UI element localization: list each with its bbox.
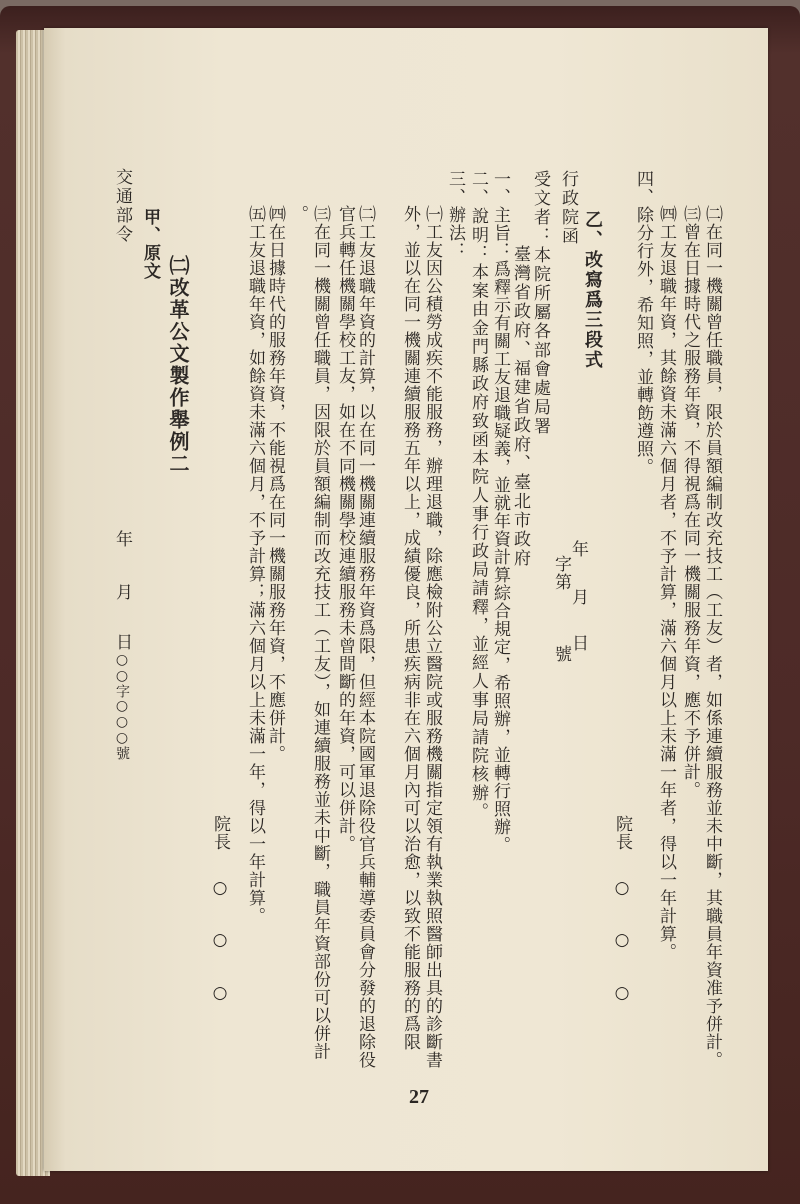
original-line: ㈡在同一機關曾任職員，限於員額編制改充技工（工友）者，如係連續服務並未中斷，其職員年資准予併計。: [702, 205, 722, 1069]
page-number: 27: [409, 1086, 429, 1108]
date-year-label: 年: [568, 540, 588, 558]
measures-line: 。: [288, 205, 308, 223]
measures-line: ㈤工友退職年資，如餘資未滿六個月，不予計算；滿六個月以上未滿一年，得以一年計算。: [245, 205, 265, 925]
signer-name-mark: ○: [612, 878, 632, 899]
original-line: ㈢曾在日據時代之服務年資，不得視爲在同一機關服務年資，應不予併計。: [680, 205, 700, 799]
example2-heading: ㈡改革公文製作舉例二: [166, 255, 190, 475]
date-day-label: 日: [568, 634, 588, 652]
signer-name-mark: ○: [210, 930, 230, 951]
signer-title: 院長: [612, 815, 632, 851]
signer-name-mark: ○: [210, 878, 230, 899]
date-year-label: 年: [112, 530, 132, 548]
measures-line: 官兵轉任機關學校工友，如在不同機關學校連續服務未曾間斷的年資，可以併計。: [335, 205, 355, 853]
signer-title: 院長: [210, 815, 230, 851]
document-type: 行政院函: [558, 170, 578, 246]
signer-name-mark: ○: [210, 983, 230, 1004]
example2-subheading: 甲、原文: [140, 208, 160, 280]
rewrite-heading: 乙、改寫爲三段式: [582, 210, 603, 370]
doc-number-prefix: 字第: [551, 555, 571, 591]
explanation-line: 二、說明：本案由金門縣政府致函本院人事行政局請釋，並經人事局請院核辦。: [468, 170, 488, 821]
recipient-primary: 本院所屬各部會處局署: [530, 246, 550, 436]
date-month-label: 月: [568, 588, 588, 606]
original-line: ㈣工友退職年資，其餘資未滿六個月者，不予計算，滿六個月以上未滿一年者，得以一年計算。: [656, 205, 676, 961]
measures-line: ㈡工友退職年資的計算，以在同一機關連續服務年資爲限，但經本院國軍退除役官兵輔導委員會分發的退除役: [355, 205, 375, 1069]
signer-name-mark: ○: [612, 983, 632, 1004]
recipient-line: [530, 170, 550, 436]
recipient-label: 受文者：: [530, 170, 550, 246]
document-type: 交通部令: [112, 168, 132, 244]
date-day-label: 日: [112, 633, 132, 651]
measures-line: ㈠工友因公積勞成疾不能服務，辦理退職，除應檢附公立醫院或服務機關指定領有執業執照醫師出具的診斷書: [422, 205, 442, 1069]
measures-label: 三、辦法：: [445, 170, 465, 260]
original-closing-line: 四、除分行外，希知照，並轉飭遵照。: [633, 170, 653, 476]
date-month-label: 月: [112, 583, 132, 601]
measures-line: ㈣在日據時代的服務年資，不能視爲在同一機關服務年資，不應併計。: [265, 205, 285, 763]
doc-number: ○○字○○○號: [114, 652, 130, 760]
measures-line: 外，並以在同一機關連續服務五年以上，成績優良，所患疾病非在六個月內可以治愈，以致不能服務的爲限: [400, 205, 420, 1051]
signer-name-mark: ○: [612, 930, 632, 951]
measures-line: ㈢在同一機關曾任職員，因限於員額編制而改充技工（工友），如連續服務並未中斷，職員年資部份可以併計: [310, 205, 330, 1061]
subject-line: 一、主旨：爲釋示有關工友退職疑義，並就年資計算綜合規定，希照辦，並轉行照辦。: [490, 170, 510, 854]
recipient-secondary: 臺灣省政府、福建省政府、臺北市政府: [510, 245, 530, 568]
doc-number-suffix: 號: [551, 645, 571, 663]
